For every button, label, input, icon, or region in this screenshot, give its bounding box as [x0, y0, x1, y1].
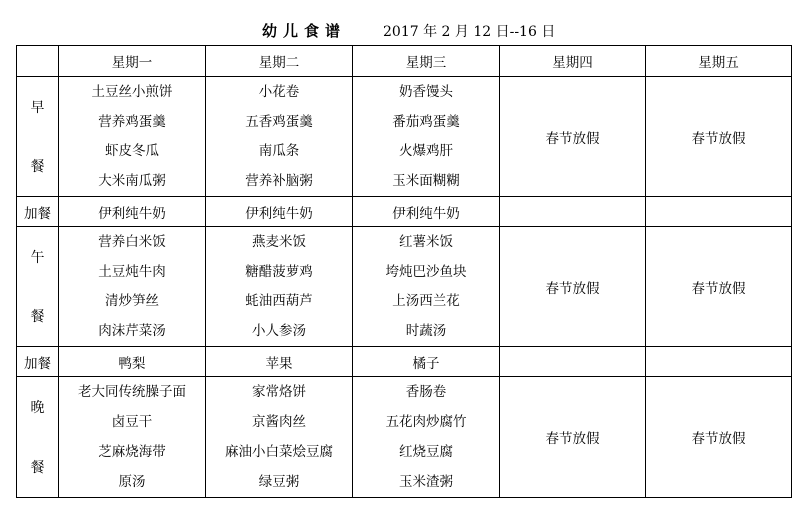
date-range: 2017 年 2 月 12 日--16 日 [383, 24, 556, 40]
dish: 老大同传统臊子面 [78, 384, 186, 400]
breakfast-label-bottom: 餐 [30, 159, 45, 176]
dish: 糖醋菠萝鸡 [245, 263, 313, 280]
lunch-label-cell [17, 227, 59, 347]
day-header-mon: 星期一 [59, 46, 206, 77]
dinner-tue [206, 377, 353, 498]
day-header-thu: 星期四 [500, 46, 646, 77]
lunch-label-bottom: 餐 [30, 309, 45, 326]
dish: 家常烙饼 [252, 384, 306, 400]
dish: 虾皮冬瓜 [105, 143, 159, 160]
dish: 奶香馒头 [399, 83, 453, 100]
dish: 南瓜条 [258, 143, 300, 160]
dish: 玉米渣粥 [399, 474, 453, 490]
dish: 玉米面糊糊 [392, 173, 460, 190]
snack-1-mon: 伊利纯牛奶 [59, 197, 206, 227]
dish: 垮炖巴沙鱼块 [385, 263, 467, 280]
snack-1-label: 加餐 [17, 197, 59, 227]
breakfast-wed [353, 77, 500, 197]
dish: 营养补脑粥 [245, 173, 313, 190]
day-header-row [17, 46, 792, 77]
dinner-row [17, 377, 792, 498]
snack-1-thu [500, 197, 646, 227]
lunch-row [17, 227, 792, 347]
snack-2-label: 加餐 [17, 347, 59, 377]
breakfast-mon [59, 77, 206, 197]
dish: 上汤西兰花 [392, 293, 460, 310]
dish: 时蔬汤 [405, 323, 447, 340]
dinner-label-cell [17, 377, 59, 498]
dish: 麻油小白菜烩豆腐 [225, 444, 333, 460]
breakfast-row [17, 77, 792, 197]
snack-row-2 [17, 347, 792, 377]
dish: 清炒笋丝 [105, 293, 159, 310]
dinner-label-top: 晚 [30, 400, 45, 416]
dish: 燕麦米饭 [252, 233, 306, 250]
dish: 火爆鸡肝 [399, 143, 453, 160]
breakfast-label-cell [17, 77, 59, 197]
page-header [0, 18, 804, 42]
dinner-thu-holiday: 春节放假 [500, 377, 646, 498]
dish: 大米南瓜粥 [98, 173, 166, 190]
dish: 蚝油西葫芦 [245, 293, 313, 310]
snack-2-tue: 苹果 [206, 347, 353, 377]
weekly-menu-table [16, 45, 792, 498]
dish: 红烧豆腐 [399, 444, 453, 460]
lunch-fri-holiday: 春节放假 [646, 227, 792, 347]
lunch-thu-holiday: 春节放假 [500, 227, 646, 347]
breakfast-tue [206, 77, 353, 197]
lunch-tue [206, 227, 353, 347]
breakfast-thu-holiday: 春节放假 [500, 77, 646, 197]
snack-1-tue: 伊利纯牛奶 [206, 197, 353, 227]
lunch-label-top: 午 [30, 249, 45, 266]
dish: 五香鸡蛋羹 [245, 113, 313, 130]
snack-row-1 [17, 197, 792, 227]
breakfast-label-top: 早 [30, 99, 45, 116]
dinner-label-bottom: 餐 [30, 460, 45, 476]
menu-title: 幼儿食谱 [262, 22, 347, 40]
corner-cell [17, 46, 59, 77]
dish: 土豆丝小煎饼 [91, 83, 173, 100]
dish: 番茄鸡蛋羹 [392, 113, 460, 130]
lunch-wed [353, 227, 500, 347]
dish: 小人参汤 [252, 323, 306, 340]
dish: 小花卷 [258, 83, 300, 100]
snack-1-wed: 伊利纯牛奶 [353, 197, 500, 227]
dinner-mon [59, 377, 206, 498]
dish: 香肠卷 [405, 384, 447, 400]
snack-2-fri [646, 347, 792, 377]
day-header-wed: 星期三 [353, 46, 500, 77]
day-header-fri: 星期五 [646, 46, 792, 77]
lunch-mon [59, 227, 206, 347]
dinner-fri-holiday: 春节放假 [646, 377, 792, 498]
dish: 芝麻烧海带 [98, 444, 166, 460]
dish: 红薯米饭 [399, 233, 453, 250]
snack-1-fri [646, 197, 792, 227]
dish: 营养鸡蛋羹 [98, 113, 166, 130]
dish: 绿豆粥 [258, 474, 300, 490]
dinner-wed [353, 377, 500, 498]
dish: 营养白米饭 [98, 233, 166, 250]
breakfast-fri-holiday: 春节放假 [646, 77, 792, 197]
dish: 肉沫芹菜汤 [98, 323, 166, 340]
dish: 卤豆干 [111, 414, 153, 430]
dish: 原汤 [118, 474, 146, 490]
snack-2-wed: 橘子 [353, 347, 500, 377]
dish: 土豆炖牛肉 [98, 263, 166, 280]
snack-2-thu [500, 347, 646, 377]
snack-2-mon: 鸭梨 [59, 347, 206, 377]
day-header-tue: 星期二 [206, 46, 353, 77]
dish: 京酱肉丝 [252, 414, 306, 430]
dish: 五花肉炒腐竹 [385, 414, 467, 430]
